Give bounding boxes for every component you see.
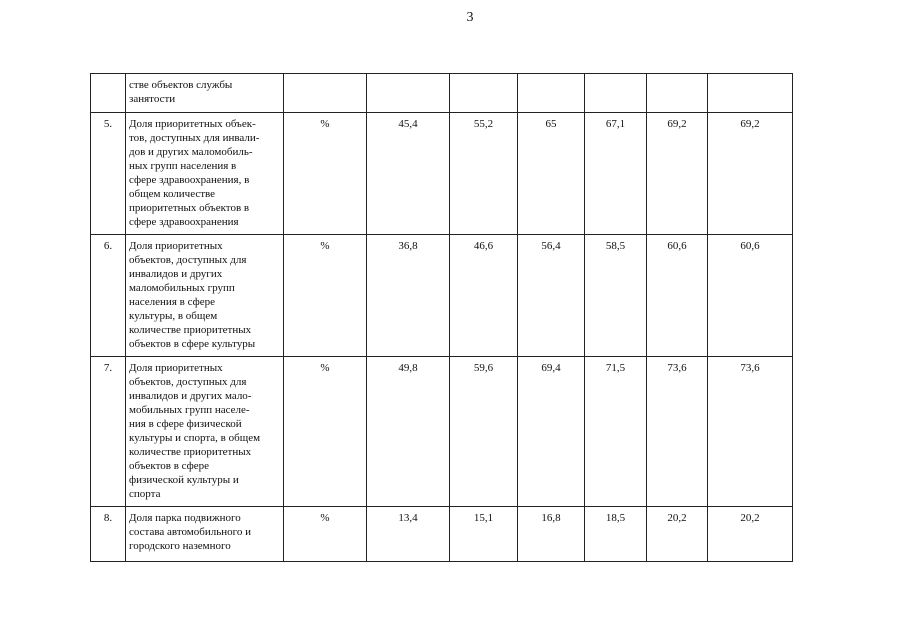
row-number: 8. [91, 507, 126, 562]
description-line: Доля парка подвижного [129, 512, 241, 524]
description-line: инвалидов и других [129, 268, 223, 280]
value-cell: 20,2 [708, 507, 793, 562]
description-line: населения в сфере [129, 296, 215, 308]
description-line: инвалидов и других мало- [129, 390, 252, 402]
value-cell [518, 74, 585, 113]
description-line: Доля приоритетных [129, 362, 223, 374]
table-row [91, 507, 793, 562]
row-number: 7. [91, 357, 126, 507]
indicator-description [126, 357, 284, 507]
table-row [91, 357, 793, 507]
description-line: дов и других маломобиль- [129, 146, 253, 158]
value-cell: 60,6 [708, 235, 793, 357]
table-body [91, 74, 793, 562]
value-cell: 60,6 [647, 235, 708, 357]
description-line: культуры, в общем [129, 310, 218, 322]
value-cell: 36,8 [367, 235, 450, 357]
description-line: объектов в сфере [129, 460, 210, 472]
value-cell [647, 74, 708, 113]
table-row [91, 235, 793, 357]
description-line: стве объектов службы [129, 79, 233, 91]
description-line: городского наземного [129, 540, 231, 552]
indicators-table [90, 73, 793, 562]
value-cell: 69,2 [647, 113, 708, 235]
value-cell [367, 74, 450, 113]
description-line: маломобильных групп [129, 282, 235, 294]
page-number: 3 [466, 10, 474, 25]
table-row [91, 74, 793, 113]
description-line: объектов, доступных для [129, 254, 247, 266]
description-line: Доля приоритетных объек- [129, 118, 256, 130]
description-line: культуры и спорта, в общем [129, 432, 261, 444]
description-line: спорта [129, 488, 161, 500]
description-line: объектов, доступных для [129, 376, 247, 388]
value-cell: 20,2 [647, 507, 708, 562]
description-line: ных групп населения в [129, 160, 237, 172]
value-cell: 69,2 [708, 113, 793, 235]
indicator-description [126, 507, 284, 562]
value-cell: 46,6 [450, 235, 518, 357]
value-cell: 71,5 [585, 357, 647, 507]
indicator-description [126, 113, 284, 235]
description-line: тов, доступных для инвали- [129, 132, 260, 144]
value-cell: 73,6 [647, 357, 708, 507]
row-number [91, 74, 126, 113]
unit-cell: % [284, 235, 367, 357]
description-line: сфере здравоохранения, в [129, 174, 250, 186]
description-line: количестве приоритетных [129, 324, 252, 336]
unit-cell [284, 74, 367, 113]
value-cell: 65 [518, 113, 585, 235]
value-cell: 69,4 [518, 357, 585, 507]
value-cell [585, 74, 647, 113]
unit-cell: % [284, 113, 367, 235]
value-cell: 13,4 [367, 507, 450, 562]
description-line: общем количестве [129, 188, 216, 200]
unit-cell: % [284, 507, 367, 562]
description-line: мобильных групп населе- [129, 404, 250, 416]
indicator-description [126, 235, 284, 357]
value-cell: 56,4 [518, 235, 585, 357]
description-line: ния в сфере физической [129, 418, 242, 430]
description-line: объектов в сфере культуры [129, 338, 256, 350]
value-cell: 59,6 [450, 357, 518, 507]
description-line: физической культуры и [129, 474, 239, 486]
indicator-description [126, 74, 284, 113]
description-line: количестве приоритетных [129, 446, 252, 458]
value-cell: 58,5 [585, 235, 647, 357]
value-cell: 73,6 [708, 357, 793, 507]
value-cell: 67,1 [585, 113, 647, 235]
value-cell: 55,2 [450, 113, 518, 235]
row-number: 6. [91, 235, 126, 357]
value-cell: 18,5 [585, 507, 647, 562]
value-cell: 49,8 [367, 357, 450, 507]
description-line: сфере здравоохранения [129, 216, 239, 228]
description-line: состава автомобильного и [129, 526, 252, 538]
row-number: 5. [91, 113, 126, 235]
description-line: Доля приоритетных [129, 240, 223, 252]
table-row [91, 113, 793, 235]
description-line: занятости [129, 93, 176, 105]
value-cell [450, 74, 518, 113]
description-line: приоритетных объектов в [129, 202, 250, 214]
value-cell: 15,1 [450, 507, 518, 562]
value-cell: 45,4 [367, 113, 450, 235]
value-cell [708, 74, 793, 113]
unit-cell: % [284, 357, 367, 507]
value-cell: 16,8 [518, 507, 585, 562]
